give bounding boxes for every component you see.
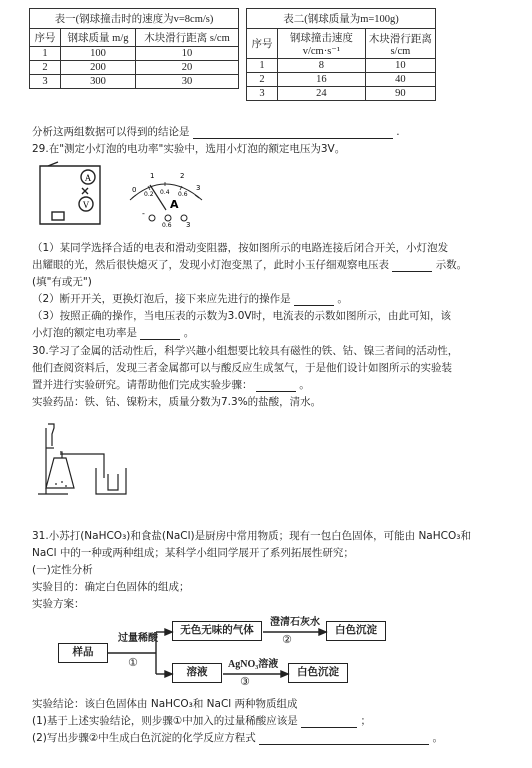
table-cell: 10 bbox=[136, 47, 239, 61]
dial-tick: 3 bbox=[196, 184, 201, 192]
flow-box-gas: 无色无味的气体 bbox=[172, 621, 262, 641]
flow-step1-number: ① bbox=[128, 656, 138, 669]
flow-box-precip1: 白色沉淀 bbox=[326, 621, 386, 641]
table-cell: 2 bbox=[247, 73, 278, 87]
q30-reagents: 实验药品：铁、钴、镍粉末，质量分数为7.3%的盐酸，清水。 bbox=[32, 396, 322, 408]
flow-box-precip2: 白色沉淀 bbox=[288, 663, 348, 683]
dial-subtick: 0.6 bbox=[178, 191, 188, 198]
q31-question1-text: (1)基于上述实验结论，则步骤①中加入的过量稀酸应该是 bbox=[32, 715, 298, 727]
q31-line-c: (一)定性分析 bbox=[32, 564, 93, 576]
flow-label-step1: 过量稀酸 bbox=[118, 633, 158, 644]
q30-line-c-text: 置并进行实验研究。请帮助他们完成实验步骤： bbox=[32, 379, 253, 391]
q29-part1-b bbox=[32, 257, 467, 272]
q29-part2-text: （2）断开开关，更换灯泡后，接下来应先进行的操作是 bbox=[32, 293, 291, 305]
table-cell: 30 bbox=[136, 75, 239, 89]
circuit-diagram bbox=[30, 160, 110, 232]
dial-unit: A bbox=[170, 198, 179, 211]
table-one bbox=[29, 8, 239, 89]
question-29-title: 29.在"测定小灯泡的电功率"实验中，选用小灯泡的额定电压为3V。 bbox=[32, 143, 346, 155]
analysis-line bbox=[32, 124, 400, 139]
table-cell: 3 bbox=[30, 75, 61, 89]
terminal-label: 3 bbox=[186, 221, 191, 228]
dial-tick: 1 bbox=[150, 172, 155, 180]
apparatus-diagram bbox=[34, 418, 144, 500]
flow-box-sample: 样品 bbox=[58, 643, 108, 663]
q30-line-c-end: 。 bbox=[299, 379, 310, 391]
table-cell: 1 bbox=[30, 47, 61, 61]
q31-line-a: 31.小苏打(NaHCO₃)和食盐(NaCl)是厨房中常用物质；现有一包白色固体，可能由 NaHCO₃和 bbox=[32, 530, 471, 542]
table-cell: 100 bbox=[61, 47, 136, 61]
table-one-header: 钢球质量 m/g bbox=[61, 29, 136, 47]
q30-line-a: 30.学习了金属的活动性后，科学兴趣小组想要比较具有磁性的铁、钴、镍三者间的活动性， bbox=[32, 345, 459, 357]
q29-part1-b-text: 出耀眼的光，然后很快熄灭了，发现小灯泡变黑了，此时小玉仔细观察电压表 bbox=[32, 259, 389, 271]
table-one-caption: 表一(钢球撞击时的速度为v=8cm/s) bbox=[29, 8, 239, 28]
q31-question2-text: (2)写出步骤②中生成白色沉淀的化学反应方程式 bbox=[32, 732, 256, 744]
table-cell: 200 bbox=[61, 61, 136, 75]
q31-question2-end: 。 bbox=[432, 732, 443, 744]
answer-blank[interactable] bbox=[256, 391, 296, 392]
table-cell: 40 bbox=[365, 73, 435, 87]
table-two bbox=[246, 8, 436, 101]
dial-subtick: 0.2 bbox=[144, 191, 154, 198]
table-cell: 24 bbox=[278, 87, 366, 101]
table-cell: 20 bbox=[136, 61, 239, 75]
q29-part3-a: （3）按照正确的操作，当电压表的示数为3.0V时，电流表的示数如图所示，由此可知，该 bbox=[32, 310, 452, 322]
answer-blank[interactable] bbox=[392, 271, 432, 272]
q29-part1-b-end: 示数。 bbox=[435, 259, 468, 271]
q31-line-b: NaCl 中的一种或两种组成；某科学小组同学展开了系列拓展性研究； bbox=[32, 547, 354, 559]
answer-blank[interactable] bbox=[301, 727, 357, 728]
answer-blank[interactable] bbox=[140, 339, 180, 340]
table-one-header: 木块滑行距离 s/cm bbox=[136, 29, 239, 47]
flow-step3-number: ③ bbox=[240, 675, 250, 688]
terminal-label: 0.6 bbox=[162, 222, 172, 228]
ammeter-dial bbox=[120, 168, 210, 228]
table-one-header: 序号 bbox=[30, 29, 61, 47]
q31-question2 bbox=[32, 730, 443, 745]
q29-part3-b-end: 。 bbox=[183, 327, 195, 339]
table-cell: 3 bbox=[247, 87, 278, 101]
ammeter-label: A bbox=[84, 173, 92, 183]
q30-line-c bbox=[32, 377, 310, 392]
flow-label-lime: 澄清石灰水 bbox=[270, 617, 320, 628]
q31-question1 bbox=[32, 713, 371, 728]
table-cell: 1 bbox=[247, 59, 278, 73]
table-two-caption: 表二(钢球质量为m=100g) bbox=[246, 8, 436, 28]
table-cell: 16 bbox=[278, 73, 366, 87]
table-cell: 10 bbox=[365, 59, 435, 73]
q31-conclusion: 实验结论：该白色固体由 NaHCO₃和 NaCl 两种物质组成 bbox=[32, 698, 298, 710]
dial-tick: 2 bbox=[180, 172, 185, 180]
q29-part2-end: 。 bbox=[337, 293, 348, 305]
flow-box-solution: 溶液 bbox=[172, 663, 222, 683]
answer-blank[interactable] bbox=[193, 138, 393, 139]
dial-tick: 0 bbox=[132, 186, 137, 194]
answer-blank[interactable] bbox=[259, 744, 429, 745]
q31-line-d: 实验目的：确定白色固体的组成； bbox=[32, 581, 190, 593]
dial-subtick: 0.4 bbox=[160, 189, 170, 196]
analysis-end: . bbox=[396, 126, 400, 138]
table-cell: 90 bbox=[365, 87, 435, 101]
answer-blank[interactable] bbox=[294, 305, 334, 306]
terminal-label: - bbox=[142, 209, 145, 218]
table-cell: 2 bbox=[30, 61, 61, 75]
q29-part1-a: （1）某同学选择合适的电表和滑动变阻器，按如图所示的电路连接后闭合开关，小灯泡发 bbox=[32, 242, 449, 254]
q31-question1-end: ； bbox=[360, 715, 371, 727]
q30-line-b: 他们查阅资料后，发现三者金属都可以与酸反应生成氢气，于是他们设计如图所示的实验装 bbox=[32, 362, 452, 374]
voltmeter-label: V bbox=[82, 200, 90, 210]
flow-label-agno3: AgNO₃溶液 bbox=[228, 659, 279, 670]
table-cell: 8 bbox=[278, 59, 366, 73]
q29-part2 bbox=[32, 291, 348, 306]
analysis-text: 分析这两组数据可以得到的结论是 bbox=[32, 126, 190, 138]
q29-part3-b-text: 小灯泡的额定电功率是 bbox=[32, 327, 137, 339]
flow-step2-number: ② bbox=[282, 633, 292, 646]
table-two-header: 序号 bbox=[247, 29, 278, 59]
q29-part1-c: (填"有或无") bbox=[32, 276, 92, 288]
table-two-header: 钢球撞击速度 v/cm·s⁻¹ bbox=[278, 29, 366, 59]
table-two-header: 木块滑行距离 s/cm bbox=[365, 29, 435, 59]
table-cell: 300 bbox=[61, 75, 136, 89]
q31-line-e: 实验方案： bbox=[32, 598, 85, 610]
q29-part3-b bbox=[32, 325, 194, 340]
